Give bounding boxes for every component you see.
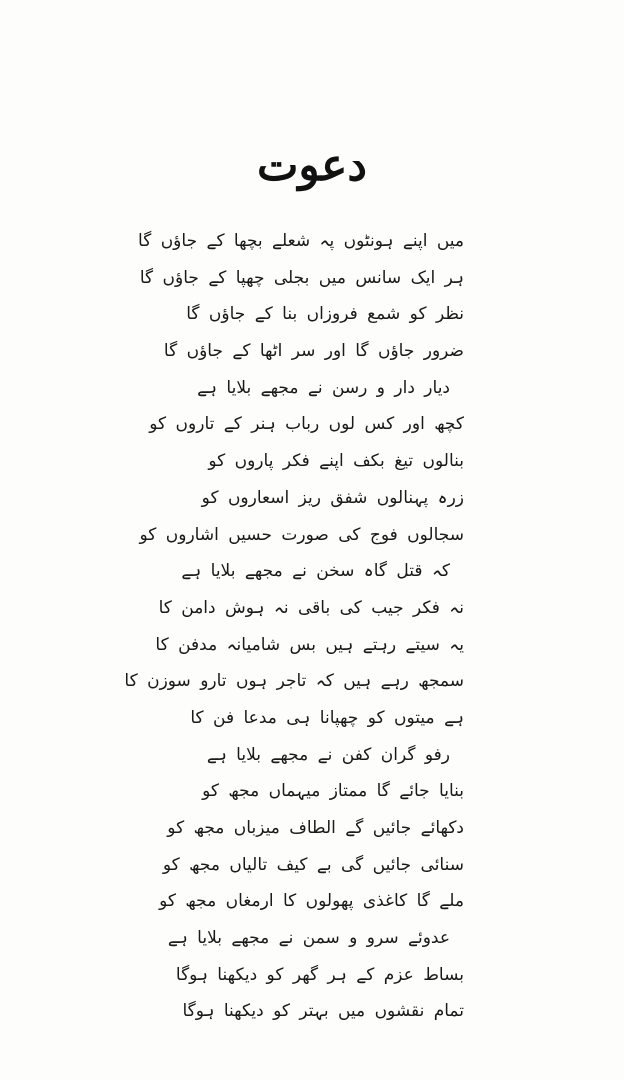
poem-line: سجالوں فوج کی صورت حسیں اشاروں کو xyxy=(139,524,464,545)
poem-line: بساط عزم کے ہر گھر کو دیکھنا ہوگا xyxy=(175,964,464,985)
poem-line: سمجھ رہے ہیں کہ تاجر ہوں تارو سوزن کا xyxy=(124,671,464,692)
poem-line: بنالوں تیغ بکف اپنے فکر پاروں کو xyxy=(208,451,464,472)
poem-line: زرہ پہنالوں شفق ریز اسعاروں کو xyxy=(201,487,464,508)
poem-line: میں اپنے ہونٹوں پہ شعلے بچھا کے جاؤں گا xyxy=(138,231,464,251)
poem-line: ہر ایک سانس میں بجلی چھپا کے جاؤں گا xyxy=(139,267,464,288)
poem-refrain-line: عدوئے سرو و سمن نے مجھے بلایا ہے xyxy=(167,928,450,949)
poem-body xyxy=(104,223,464,1030)
poem-line: ملے گا کاغذی پھولوں کا ارمغاں مجھ کو xyxy=(159,891,464,912)
poem-refrain-line: دیار دار و رسن نے مجھے بلایا ہے xyxy=(197,377,450,398)
poem-line: کچھ اور کس لوں رباب ہنر کے تاروں کو xyxy=(149,414,464,435)
poem-line: نظر کو شمع فروزاں بنا کے جاؤں گا xyxy=(186,304,464,325)
poem-line: سنائی جائیں گی بے کیف تالیاں مجھ کو xyxy=(162,854,464,875)
poem-line: بنایا جائے گا ممتاز میہماں مجھ کو xyxy=(202,781,464,802)
poem-line: نہ فکر جیب کی باقی نہ ہوش دامن کا xyxy=(158,597,464,618)
poem-title: دعوت xyxy=(257,140,367,191)
poem-line: ہے میتوں کو چھپانا ہی مدعا فن کا xyxy=(190,707,464,728)
poem-refrain-line: کہ قتل گاہ سخن نے مجھے بلایا ہے xyxy=(181,561,450,582)
poem-line: ضرور جاؤں گا اور سر اٹھا کے جاؤں گا xyxy=(163,341,464,362)
poem-refrain-line: رفو گران کفن نے مجھے بلایا ہے xyxy=(206,744,450,765)
poem-line: یہ سیتے رہتے ہیں بس شامیانہ مدفن کا xyxy=(155,634,464,655)
poem-line: تمام نقشوں میں بہتر کو دیکھنا ہوگا xyxy=(182,1001,464,1022)
poem-line: دکھائے جائیں گے الطاف میزباں مجھ کو xyxy=(167,818,464,838)
